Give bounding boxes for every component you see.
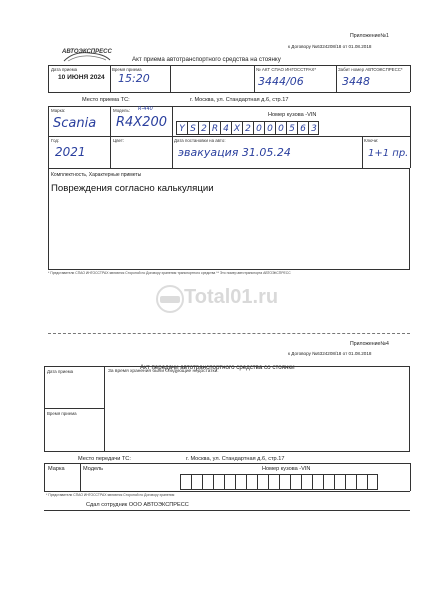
act2-make-label: Марка: [48, 466, 65, 472]
act1-date-value: 10 ИЮНЯ 2024: [58, 74, 105, 81]
watermark-text: Total01.ru: [184, 286, 279, 308]
act1-keys-value: 1+1 пр.: [368, 148, 409, 159]
act1-year-label: Год:: [51, 138, 60, 143]
act1-header-appendix: Приложение№1: [350, 33, 389, 39]
act2-note-label: За время хранения были следующие недостатки:: [108, 369, 219, 374]
act1-header-contract: к Договору №6324208/18 от 01.08.2018: [288, 44, 372, 49]
act1-color-label: Цвет:: [113, 138, 125, 143]
act1-act-no-label: № АКТ СПАО ИНГОССТРАХ*: [256, 67, 317, 72]
act1-model-value: R4X200: [116, 115, 168, 130]
vin-char: X: [231, 122, 242, 134]
act1-vin-box: [176, 121, 319, 135]
act2-vin-box: [180, 474, 378, 490]
act1-equipment-box: [48, 168, 410, 270]
act1-act-no-value: 3444/06: [258, 75, 304, 88]
act1-vin-label: Номер кузова -VIN: [268, 112, 317, 118]
vin-char: S: [187, 122, 198, 134]
act1-place-label: Место приема ТС:: [82, 97, 130, 103]
act1-damage-text: Повреждения согласно калькуляции: [51, 183, 214, 194]
act1-time-value: 15:20: [118, 72, 150, 85]
logo-text: АВТОЭКСПРЕСС: [62, 49, 112, 55]
act1-make-value: Scania: [53, 116, 97, 131]
vin-char: 4: [220, 122, 231, 134]
act2-vin-label: Номер кузова -VIN: [262, 466, 311, 472]
vin-char: 6: [297, 122, 308, 134]
act1-place-no-value: 3448: [342, 75, 370, 88]
act2-signature-label: Сдал сотрудник ООО АВТОЭКСПРЕСС: [86, 502, 189, 508]
vin-char: 5: [286, 122, 297, 134]
act2-time-label: Время приема: [47, 411, 77, 416]
act2-model-label: Модель: [83, 466, 104, 472]
act2-place-label: Место передачи ТС:: [78, 456, 131, 462]
act2-header-contract: к Договору №6324208/18 от 01.08.2018: [288, 351, 372, 356]
act2-place-value: г. Москва, ул. Стандартная д.6, стр.17: [186, 456, 285, 462]
vin-char: 0: [264, 122, 275, 134]
act1-equipment-label: Комплектность, Характерные приметы: [51, 172, 142, 178]
act1-model-code: R-440: [138, 106, 153, 112]
act1-make-label: Марка:: [51, 108, 66, 113]
vin-char: 2: [242, 122, 253, 134]
vin-char: R: [209, 122, 220, 134]
act1-keys-label: Ключи:: [364, 138, 379, 143]
act1-place-no-label: Забит номер АВТОЭКСПРЕСС*: [338, 67, 403, 72]
watermark: [150, 282, 300, 316]
act1-year-value: 2021: [55, 145, 86, 159]
vin-char: 2: [198, 122, 209, 134]
vin-char: 3: [308, 122, 319, 134]
act1-arrival-value: эвакуация 31.05.24: [178, 146, 291, 159]
act2-main-box: [44, 366, 410, 452]
vin-char: 0: [253, 122, 264, 134]
act1-model-label: Модель:: [113, 108, 130, 113]
act1-time-label: Время приема: [112, 67, 142, 72]
cut-line: [48, 333, 410, 334]
act2-title: Акт передачи автотранспортного средства со стоянки: [140, 364, 295, 371]
act2-footnote: * Представители СПАО ИНГОССТРАХ являются Стороной по Договору хранения: [46, 493, 175, 497]
vin-char: Y: [176, 122, 187, 134]
act1-place-value: г. Москва, ул. Стандартная д.6, стр.17: [190, 97, 289, 103]
act1-title: Акт приема автотранспортного средства на стоянку: [132, 56, 281, 63]
act1-footnote: * Представители СПАО ИНГОССТРАХ являются Стороной по Договору хранения транспортного средства ** Это номер автотранспорта АВТОЭКСПРЕСС: [48, 271, 291, 275]
act2-header-appendix: Приложение№4: [350, 341, 389, 347]
act1-date-label: Дата приема: [51, 67, 78, 72]
vin-char: 0: [275, 122, 286, 134]
act1-arrival-label: Дата постановки на авто:: [174, 138, 226, 143]
act2-date-label: Дата приема: [47, 369, 74, 374]
